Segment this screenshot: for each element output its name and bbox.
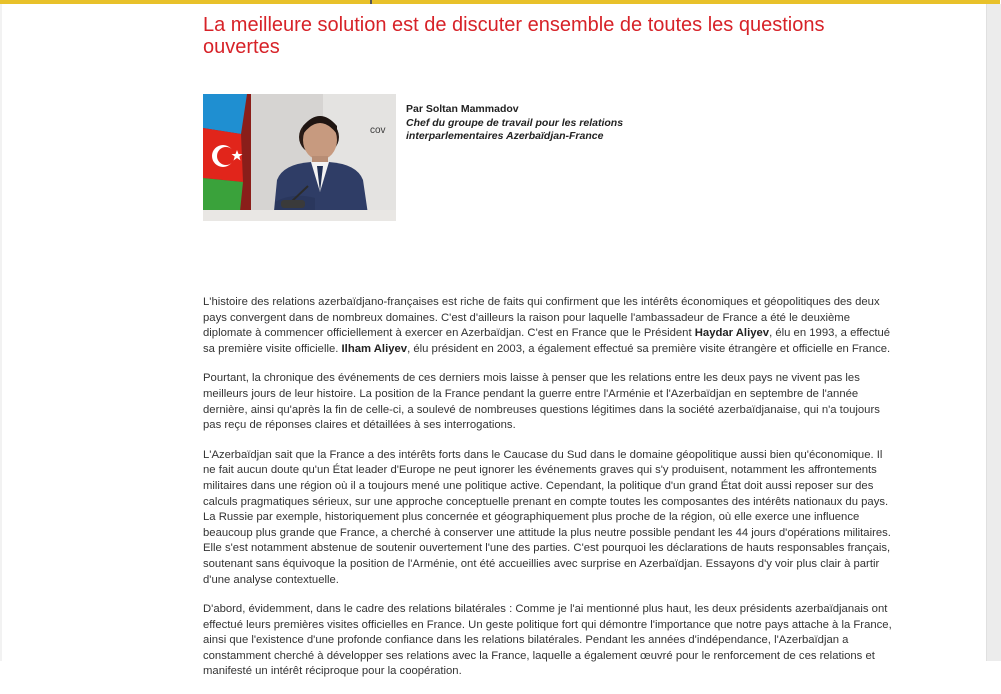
flag-blue-stripe (203, 94, 247, 134)
paragraph-1-text-c: , élu président en 2003, a également effectué sa première visite étrangère et officielle en France. (407, 342, 891, 355)
paragraph-1-text-a: L'histoire des relations azerbaïdjano-françaises est riche de faits qui confirment que les intérêts économiques et géopolitiques des deux pays convergent dans de nombreux domaines. C'est d'ailleurs la raison pour laquelle l'ambassadeur de France a été le deuxième diplomate à commencer officiellement à exercer en Azerbaïdjan. C'est en France que le Président (203, 296, 880, 340)
author-role-line-2: interparlementaires Azerbaïdjan-France (406, 130, 604, 142)
top-accent-bar (0, 0, 1000, 4)
top-bar-marker (370, 0, 372, 4)
person-name-ilham-aliyev: Ilham Aliyev (341, 342, 408, 355)
article-body (203, 295, 893, 694)
paragraph-3: L'Azerbaïdjan sait que la France a des intérêts forts dans le Caucase du Sud dans le domaine géopolitique aussi bien qu'économique. Il ne fait aucun doute qu'un État leader d'Europe ne peut ignorer les événements graves qui s'y produisent, notamment les affrontements militaires dans une région où il a toujours mené une politique active. Cependant, la politique d'un grand État doit aussi reposer sur des calculs pragmatiques sérieux, sur une approche conceptuelle prenant en compte toutes les composantes des intérêts nationaux du pays. La Russie par exemple, historiquement plus concernée et géographiquement plus proche de la région, où elle exerce une influence beaucoup plus grande que France, a cherché à conserver une attitude la plus neutre possible pendant les 44 jours d'opérations militaires. Elle s'est notamment abstenue de soutenir ouvertement l'une des parties. C'est pourquoi les déclarations de hauts responsables français, soutenant sans équivoque la position de l'Arménie, ont été accueillies avec surprise en Azerbaïdjan. Essayons d'y voir plus clair à partir d'une analyse contextuelle. (203, 448, 891, 586)
paragraph-1 (203, 295, 893, 357)
author-photo[interactable] (203, 94, 396, 221)
person-name-haydar-aliyev: Haydar Aliyev (694, 327, 770, 340)
photo-background-text: cov (370, 125, 386, 136)
article (203, 14, 893, 678)
article-headline: La meilleure solution est de discuter ensemble de toutes les questions ouvertes (203, 14, 825, 58)
left-border (0, 4, 2, 661)
paragraph-4: D'abord, évidemment, dans le cadre des relations bilatérales : Comme je l'ai mentionné plus haut, les deux présidents azerbaïdjanais ont effectué leurs premières visites officielles en France. Un geste politique fort qui démontre l'importance que notre pays attache à la France, ainsi que l'existence d'une profonde confiance dans les relations bilatérales. Pendant les années d'indépendance, l'Azerbaïdjan a constamment cherché à développer ses relations avec la France, laquelle a également œuvré pour le renforcement de ces relations et manifesté un intérêt réciproque pour la coopération. (203, 603, 892, 678)
author-name: Par Soltan Mammadov (406, 103, 519, 115)
scrollbar-track[interactable] (986, 4, 1001, 661)
author-info (406, 103, 706, 144)
byline-block (203, 94, 893, 221)
paragraph-2: Pourtant, la chronique des événements de ces derniers mois laisse à penser que les relations entre les deux pays ne vivent pas les meilleurs jours de leur histoire. La position de la France pendant la guerre entre l'Arménie et l'Azerbaïdjan en septembre de l'année dernière, ainsi qu'après la fin de celle-ci, a soulevé de nombreuses questions légitimes dans la société azerbaïdjanaise, qui n'a toujours pas reçu de réponses claires et détaillées à ses interrogations. (203, 372, 880, 432)
author-role-line-1: Chef du groupe de travail pour les relations (406, 116, 624, 129)
paragraph-1-text-b: , élu en 1993, a effectué sa première visite officielle. (203, 327, 891, 355)
